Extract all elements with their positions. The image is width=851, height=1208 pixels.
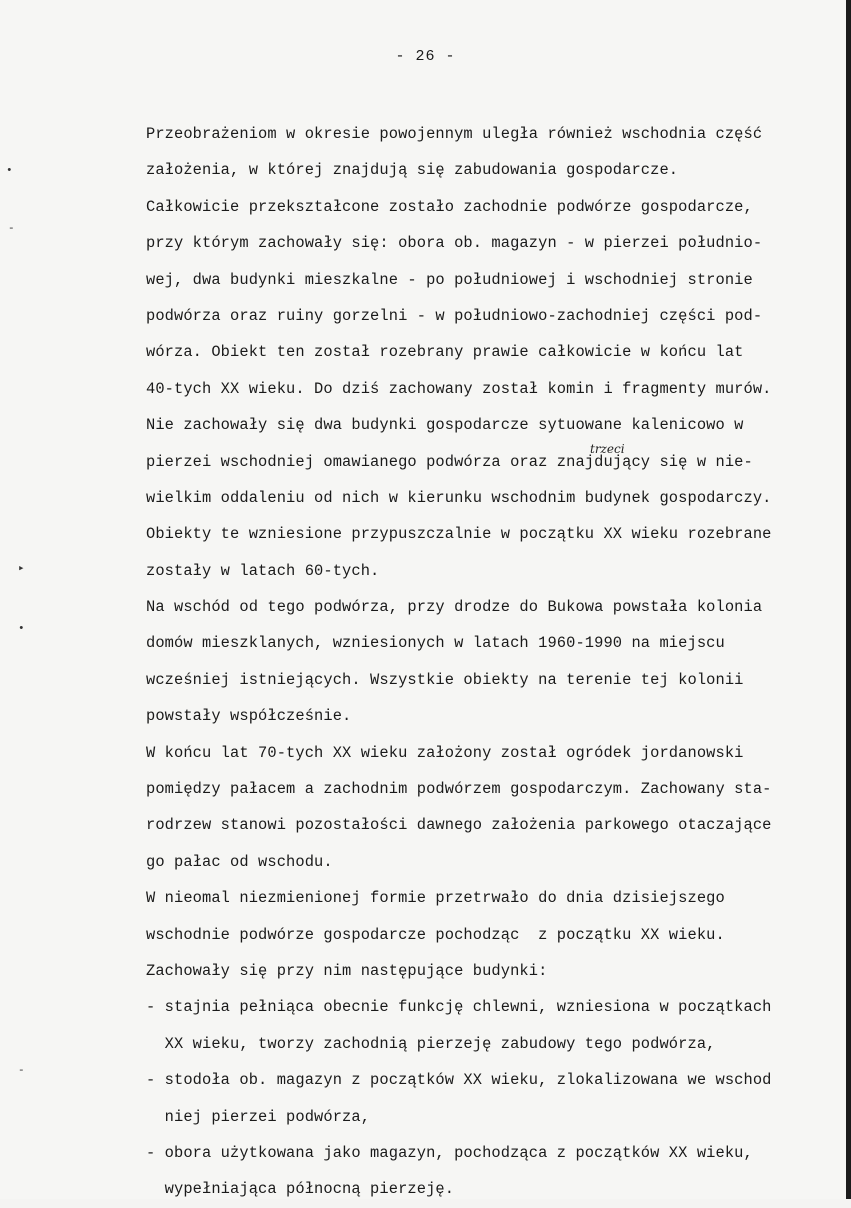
text-line: go pałac od wschodu. [146, 852, 333, 871]
list-item: - stodoła ob. magazyn z początków XX wieku, zlokalizowana we wschod [146, 1071, 772, 1090]
list-item: - stajnia pełniąca obecnie funkcję chlewni, wzniesiona w początkach [146, 998, 772, 1017]
text-line: Na wschód od tego podwórza, przy drodze do Bukowa powstała kolonia [146, 598, 763, 617]
text-line: pierzei wschodniej omawianego podwórza oraz znajdujący się w nie- [146, 452, 753, 471]
text-line: wcześniej istniejących. Wszystkie obiekty na terenie tej kolonii [146, 670, 744, 689]
text-line: przy którym zachowały się: obora ob. magazyn - w pierzei południo- [146, 234, 763, 253]
text-line: pomiędzy pałacem a zachodnim podwórzem gospodarczym. Zachowany sta- [146, 780, 772, 799]
text-line: wschodnie podwórze gospodarcze pochodząc z początku XX wieku. [146, 925, 725, 944]
text-line: 40-tych XX wieku. Do dziś zachowany został komin i fragmenty murów. [146, 379, 772, 398]
text-line: założenia, w której znajdują się zabudowania gospodarcze. [146, 161, 679, 180]
text-line: Przeobrażeniom w okresie powojennym uległa również wschodnia część [146, 125, 763, 143]
margin-mark: • [6, 165, 13, 177]
text-line: wórza. Obiekt ten został rozebrany prawie całkowicie w końcu lat [146, 343, 744, 362]
body-text [146, 116, 836, 1208]
list-item-continuation: XX wieku, tworzy zachodnią pierzeję zabudowy tego podwórza, [146, 1034, 716, 1053]
list-item: - obora użytkowana jako magazyn, pochodząca z początków XX wieku, [146, 1143, 753, 1162]
text-line: W nieomal niezmienionej formie przetrwało do dnia dzisiejszego [146, 889, 725, 908]
text-line: rodrzew stanowi pozostałości dawnego założenia parkowego otaczające [146, 816, 772, 835]
text-line: wielkim oddaleniu od nich w kierunku wschodnim budynek gospodarczy. [146, 488, 772, 507]
text-line: powstały współcześnie. [146, 707, 352, 726]
margin-mark: - [18, 1065, 25, 1077]
text-line: zostały w latach 60-tych. [146, 561, 380, 580]
text-line: domów mieszklanych, wzniesionych w latach 1960-1990 na miejscu [146, 634, 725, 653]
margin-mark: • [18, 623, 25, 635]
page-number: - 26 - [395, 48, 456, 65]
text-line: Nie zachowały się dwa budynki gospodarcze sytuowane kalenicowo w [146, 416, 744, 435]
text-line: Całkowicie przekształcone zostało zachodnie podwórze gospodarcze, [146, 197, 753, 216]
margin-mark: - [8, 223, 15, 235]
list-item-continuation: niej pierzei podwórza, [146, 1107, 371, 1126]
text-line: podwórza oraz ruiny gorzelni - w południowo-zachodniej części pod- [146, 306, 763, 325]
text-line: Obiekty te wzniesione przypuszczalnie w początku XX wieku rozebrane [146, 525, 772, 544]
text-line: W końcu lat 70-tych XX wieku założony został ogródek jordanowski [146, 743, 744, 762]
text-line: Zachowały się przy nim następujące budynki: [146, 961, 548, 980]
text-line: wej, dwa budynki mieszkalne - po południowej i wschodniej stronie [146, 270, 753, 289]
handwritten-annotation: trzeci [590, 442, 625, 456]
scan-edge [846, 0, 851, 1199]
margin-mark: ▸ [18, 563, 25, 575]
list-item-continuation: wypełniająca północną pierzeję. [146, 1180, 455, 1199]
